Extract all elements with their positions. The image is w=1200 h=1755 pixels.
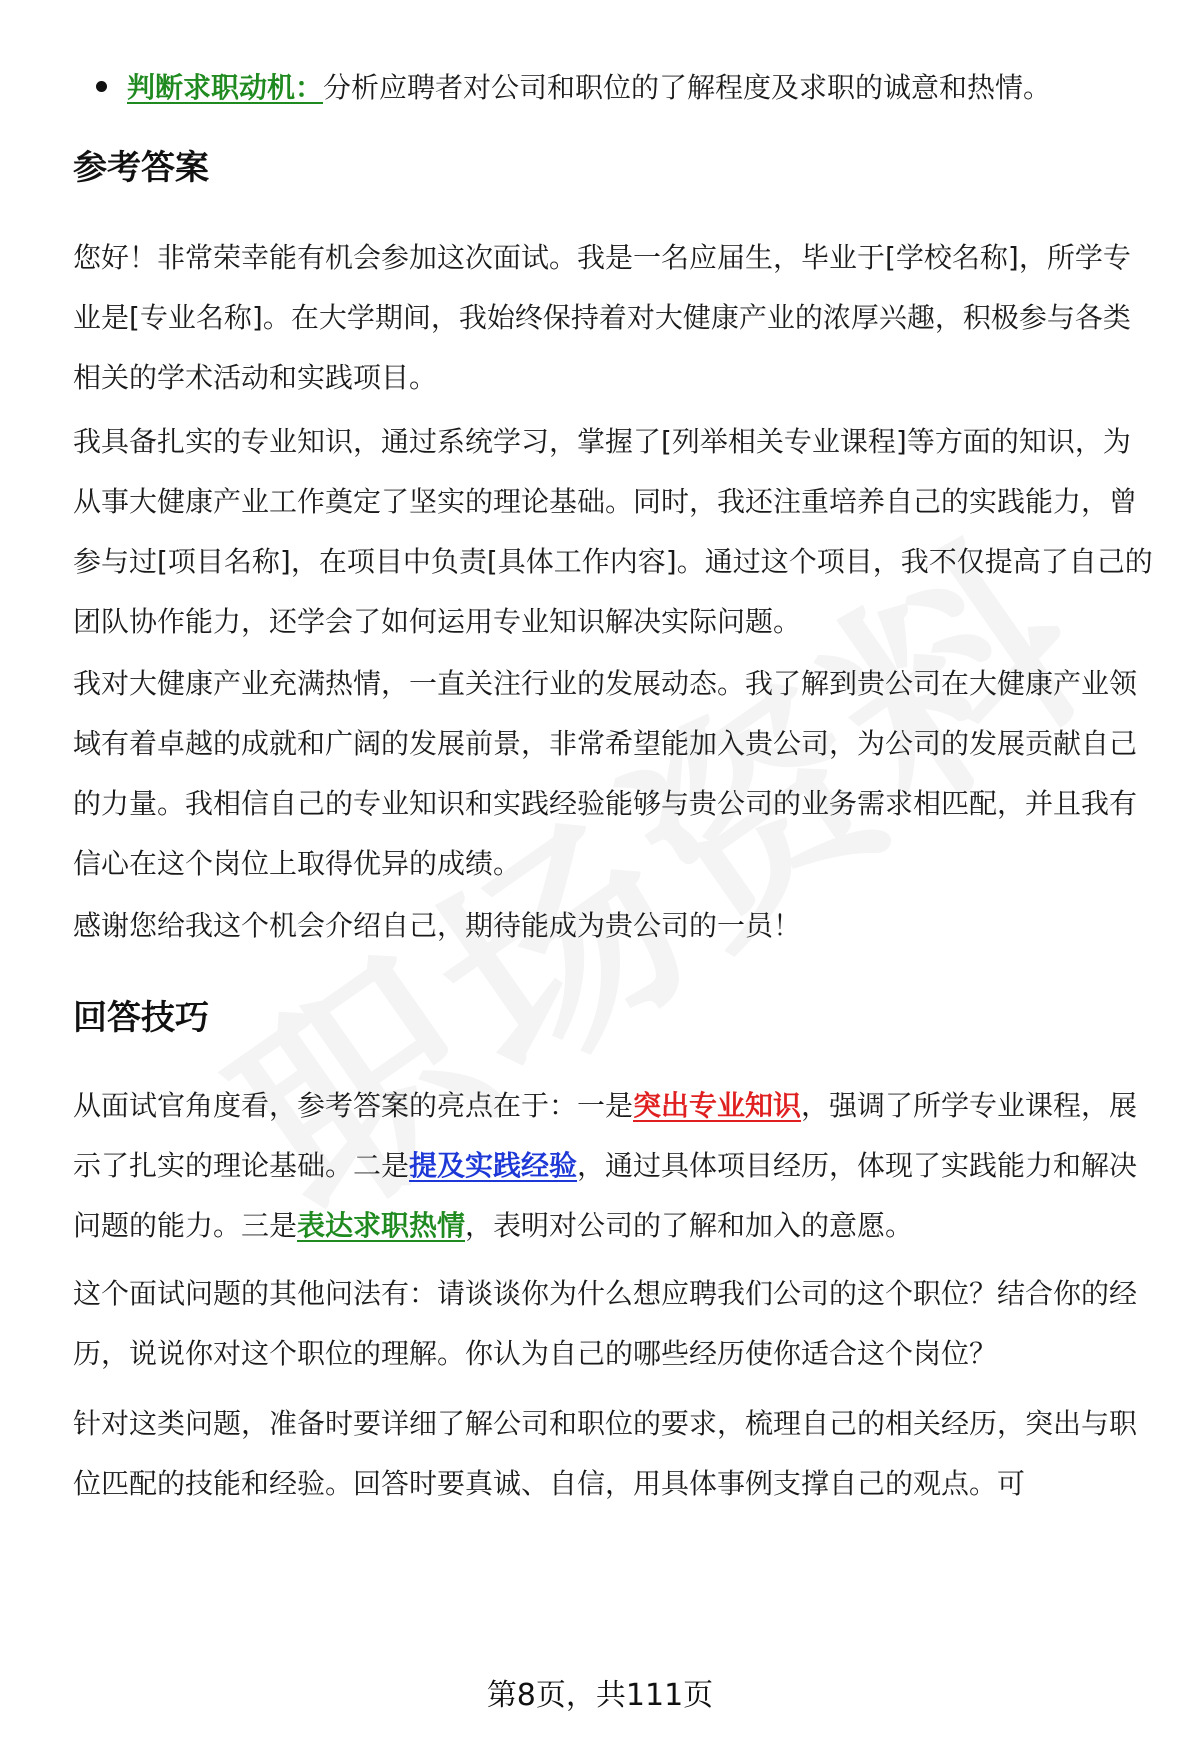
tips-text-4: ，表明对公司的了解和加入的意愿。 <box>465 1209 914 1242</box>
bullet-dot-icon <box>96 81 107 92</box>
answer-paragraph-1: 您好！非常荣幸能有机会参加这次面试。我是一名应届生，毕业于[学校名称]，所学专业是[专业名称]。在大学期间，我始终保持着对大健康产业的浓厚兴趣，积极参与各类相关的学术活动和实践项目。 <box>73 241 1131 394</box>
bullet-highlight: 判断求职动机： <box>127 71 324 104</box>
tips-highlight-professional-knowledge: 突出专业知识 <box>633 1089 802 1122</box>
tips-text-1: 从面试官角度看，参考答案的亮点在于：一是 <box>73 1089 634 1122</box>
section-heading-answer-tips: 回答技巧 <box>73 998 209 1038</box>
tips-paragraph <box>73 1076 1153 1256</box>
preparation-paragraph: 针对这类问题，准备时要详细了解公司和职位的要求，梳理自己的相关经历，突出与职位匹配的技能和经验。回答时要真诚、自信，用具体事例支撑自己的观点。可 <box>73 1407 1138 1500</box>
tips-text-3: ，通过具体项目经历，体现了实践能力和解决问题的能力。三是 <box>73 1149 1138 1242</box>
answer-paragraph-2: 我具备扎实的专业知识，通过系统学习，掌握了[列举相关专业课程]等方面的知识，为从事大健康产业工作奠定了坚实的理论基础。同时，我还注重培养自己的实践能力，曾参与过[项目名称]，在项目中负责[具体工作内容]。通过这个项目，我不仅提高了自己的团队协作能力，还学会了如何运用专业知识解决实际问题。 <box>73 425 1153 638</box>
tips-highlight-job-enthusiasm: 表达求职热情 <box>297 1209 466 1242</box>
bullet-item <box>96 64 1156 112</box>
answer-paragraph-4: 感谢您给我这个机会介绍自己，期待能成为贵公司的一员！ <box>73 909 802 942</box>
alternative-questions-paragraph: 这个面试问题的其他问法有：请谈谈你为什么想应聘我们公司的这个职位？结合你的经历，说说你对这个职位的理解。你认为自己的哪些经历使你适合这个岗位？ <box>73 1277 1138 1370</box>
answer-paragraph-3: 我对大健康产业充满热情，一直关注行业的发展动态。我了解到贵公司在大健康产业领域有着卓越的成就和广阔的发展前景，非常希望能加入贵公司，为公司的发展贡献自己的力量。我相信自己的专业知识和实践经验能够与贵公司的业务需求相匹配，并且我有信心在这个岗位上取得优异的成绩。 <box>73 667 1138 880</box>
bullet-text: 分析应聘者对公司和职位的了解程度及求职的诚意和热情。 <box>323 71 1052 104</box>
section-heading-reference-answer: 参考答案 <box>73 148 209 188</box>
page-number: 第8页，共111页 <box>486 1678 714 1713</box>
tips-highlight-practical-experience: 提及实践经验 <box>409 1149 578 1182</box>
tips-text-2: ，强调了所学专业课程，展示了扎实的理论基础。二是 <box>73 1089 1138 1182</box>
